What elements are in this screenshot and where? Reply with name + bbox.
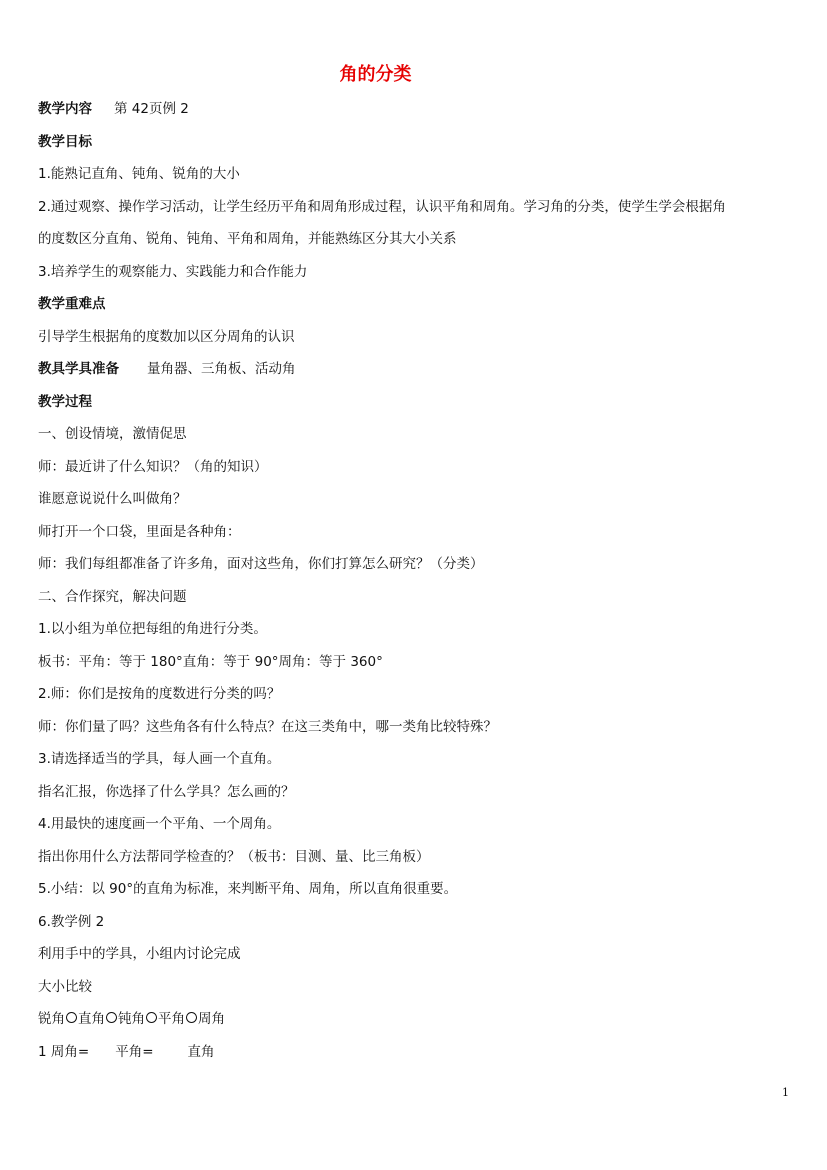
process-line-1: 一、创设情境，激情促思 — [38, 426, 187, 442]
process-line-15: 5.小结：以 90°的直角为标准，来判断平角、周角，所以直角很重要。 — [38, 881, 458, 897]
process-line-16: 6.教学例 2 — [38, 914, 105, 930]
process-line-3: 谁愿意说说什么叫做角？ — [38, 491, 187, 507]
tools-row — [38, 359, 296, 379]
content-label: 教学内容 — [38, 101, 92, 117]
key-text: 引导学生根据角的度数加以区分周角的认识 — [38, 329, 295, 345]
compare-item: 直角 — [78, 1011, 105, 1027]
process-line-6: 二、合作探究，解决问题 — [38, 589, 187, 605]
process-line-7: 1.以小组为单位把每组的角进行分类。 — [38, 621, 267, 637]
process-line-4: 师打开一个口袋，里面是各种角： — [38, 524, 241, 540]
compare-item: 平角 — [158, 1011, 185, 1027]
document-title: 角的分类 — [339, 64, 412, 85]
equation-part-a: 1 周角= — [38, 1044, 90, 1060]
blank-circle-icon — [186, 1012, 197, 1023]
page-number: 1 — [782, 1086, 789, 1099]
goal-2-line-1: 2.通过观察、操作学习活动，让学生经历平角和周角形成过程，认识平角和周角。学习角的分类，使学生学会根据角 — [38, 199, 726, 215]
process-line-11: 3.请选择适当的学具，每人画一个直角。 — [38, 751, 281, 767]
goals-heading: 教学目标 — [38, 134, 92, 150]
blank-circle-icon — [106, 1012, 117, 1023]
equation-part-b: 平角= — [115, 1044, 154, 1060]
equation-part-c: 直角 — [187, 1044, 215, 1060]
process-line-8: 板书：平角：等于 180°直角：等于 90°周角：等于 360° — [38, 654, 383, 670]
blank-circle-icon — [146, 1012, 157, 1023]
content-value: 第 42页例 2 — [114, 101, 189, 117]
compare-item: 锐角 — [38, 1011, 65, 1027]
process-line-10: 师：你们量了吗？这些角各有什么特点？在这三类角中，哪一类角比较特殊？ — [38, 719, 497, 735]
equation-row — [38, 1042, 215, 1062]
tools-value: 量角器、三角板、活动角 — [147, 361, 296, 377]
compare-item: 周角 — [198, 1011, 225, 1027]
goal-3: 3.培养学生的观察能力、实践能力和合作能力 — [38, 264, 308, 280]
process-line-14: 指出你用什么方法帮同学检查的？（板书：目测、量、比三角板） — [38, 849, 430, 865]
content-row — [38, 99, 189, 119]
process-line-9: 2.师：你们是按角的度数进行分类的吗？ — [38, 686, 281, 702]
process-line-13: 4.用最快的速度画一个平角、一个周角。 — [38, 816, 281, 832]
compare-item: 钝角 — [118, 1011, 145, 1027]
goal-2-line-2: 的度数区分直角、锐角、钝角、平角和周角，并能熟练区分其大小关系 — [38, 231, 457, 247]
process-line-18: 大小比较 — [38, 979, 92, 995]
key-heading: 教学重难点 — [38, 296, 106, 312]
process-line-12: 指名汇报，你选择了什么学具？怎么画的？ — [38, 784, 295, 800]
process-line-2: 师：最近讲了什么知识？（角的知识） — [38, 459, 268, 475]
compare-row — [38, 1009, 225, 1029]
tools-label: 教具学具准备 — [38, 361, 119, 377]
goal-1: 1.能熟记直角、钝角、锐角的大小 — [38, 166, 240, 182]
process-line-17: 利用手中的学具，小组内讨论完成 — [38, 946, 241, 962]
blank-circle-icon — [66, 1012, 77, 1023]
process-heading: 教学过程 — [38, 394, 92, 410]
process-line-5: 师：我们每组都准备了许多角，面对这些角，你们打算怎么研究？（分类） — [38, 556, 484, 572]
